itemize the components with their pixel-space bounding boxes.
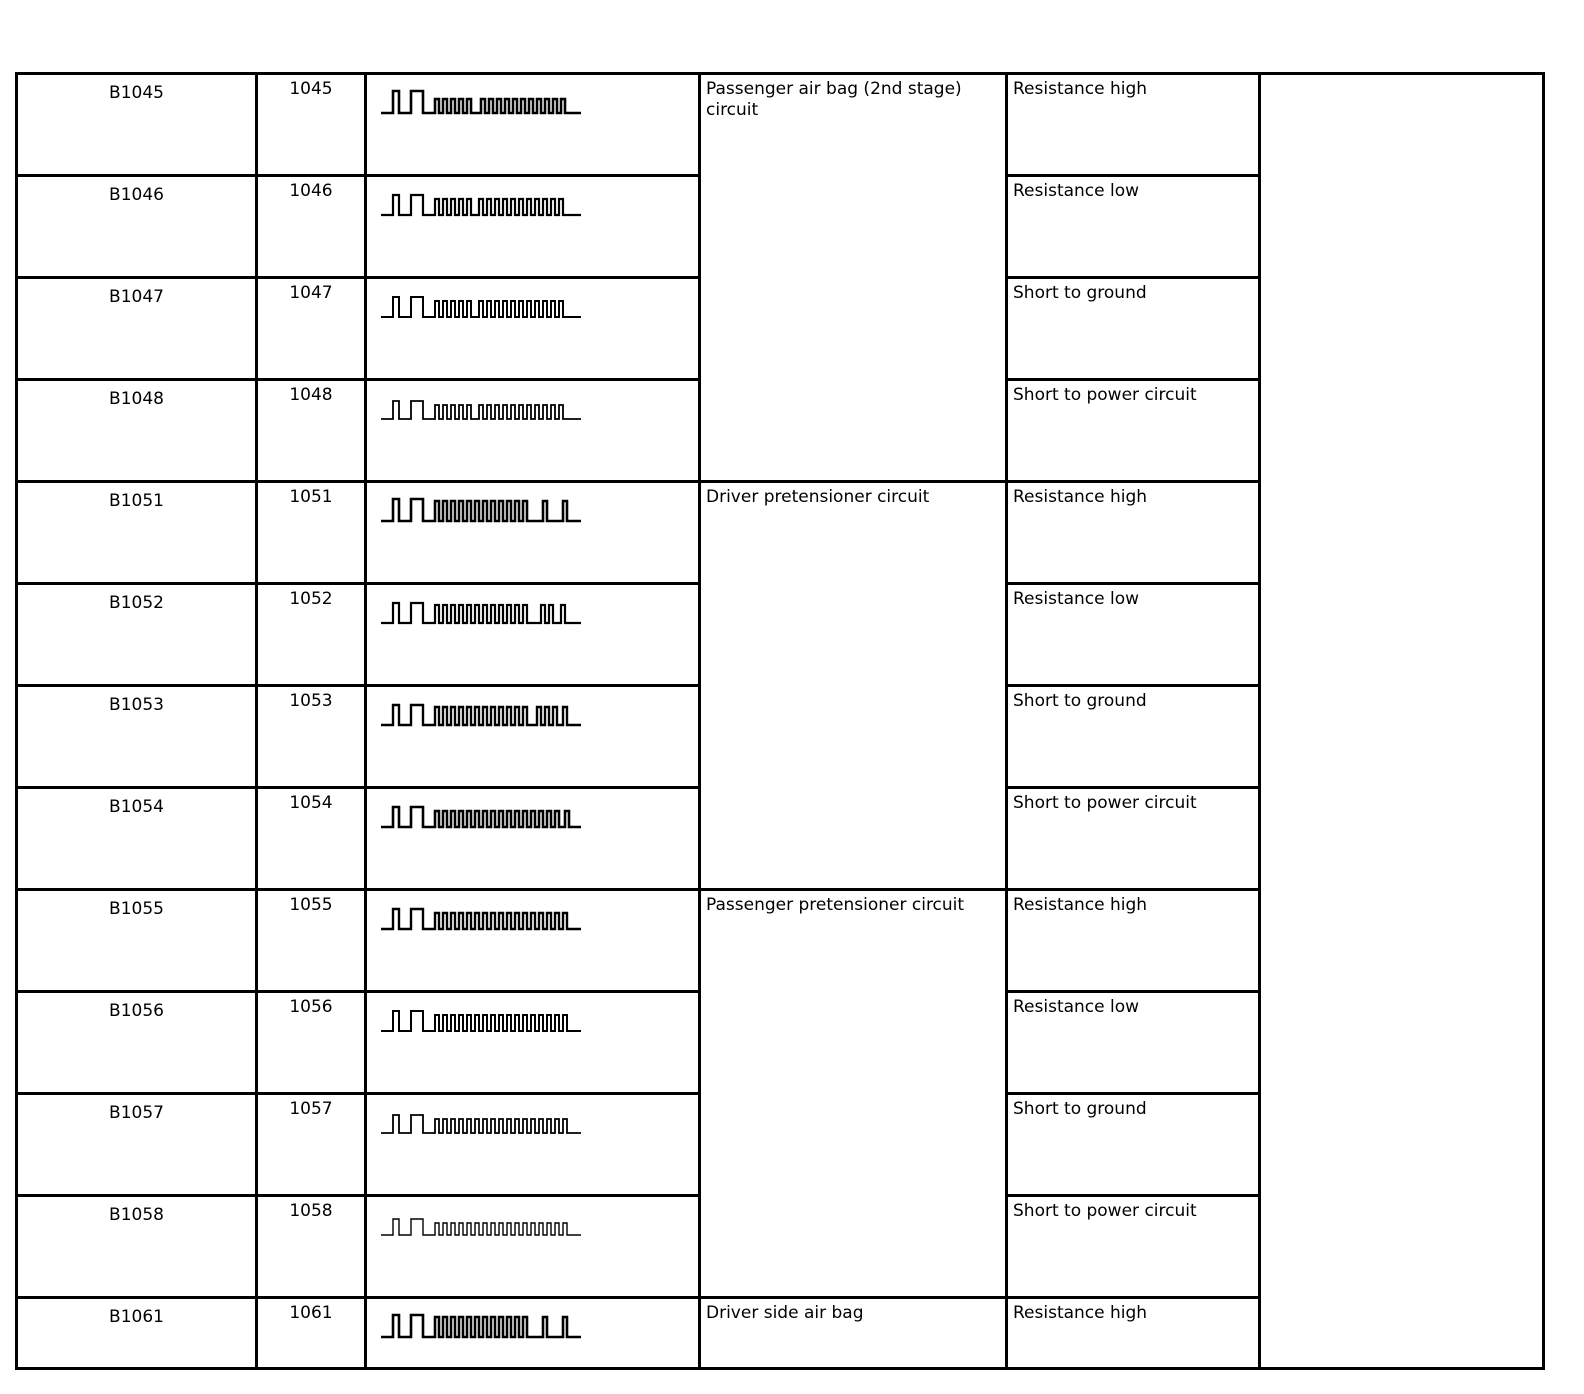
flash-code-1051-icon: [381, 497, 698, 523]
dtc-code-cell: B1056: [17, 992, 257, 1094]
circuit-description-cell: Driver side air bag: [700, 1298, 1007, 1369]
dtc-code-cell: B1058: [17, 1196, 257, 1298]
condition-cell: Short to ground: [1007, 278, 1260, 380]
flash-code-cell: 1054: [257, 788, 366, 890]
condition-cell: Short to power circuit: [1007, 788, 1260, 890]
flash-code-1061-icon: [381, 1313, 698, 1339]
flash-pattern-cell: [366, 584, 700, 686]
circuit-description-cell: Passenger pretensioner circuit: [700, 890, 1007, 1298]
flash-code-1047-icon: [381, 293, 698, 319]
flash-pattern-cell: [366, 1196, 700, 1298]
flash-code-cell: 1056: [257, 992, 366, 1094]
dtc-code-cell: B1054: [17, 788, 257, 890]
dtc-code-cell: B1048: [17, 380, 257, 482]
flash-code-cell: 1052: [257, 584, 366, 686]
condition-cell: Resistance low: [1007, 176, 1260, 278]
flash-code-1054-icon: [381, 803, 698, 829]
flash-code-1055-icon: [381, 905, 698, 931]
flash-code-1056-icon: [381, 1007, 698, 1033]
dtc-table: [15, 72, 1545, 1370]
dtc-code-cell: B1051: [17, 482, 257, 584]
flash-code-cell: 1048: [257, 380, 366, 482]
flash-code-cell: 1058: [257, 1196, 366, 1298]
condition-cell: Resistance high: [1007, 482, 1260, 584]
condition-cell: Resistance high: [1007, 74, 1260, 176]
flash-pattern-cell: [366, 482, 700, 584]
flash-code-cell: 1061: [257, 1298, 366, 1369]
dtc-code-cell: B1045: [17, 74, 257, 176]
circuit-description-cell: Driver pretensioner circuit: [700, 482, 1007, 890]
dtc-code-cell: B1055: [17, 890, 257, 992]
dtc-code-cell: B1061: [17, 1298, 257, 1369]
flash-pattern-cell: [366, 380, 700, 482]
condition-cell: Resistance high: [1007, 1298, 1260, 1369]
flash-pattern-cell: [366, 992, 700, 1094]
flash-code-1048-icon: [381, 395, 698, 421]
flash-code-1046-icon: [381, 191, 698, 217]
condition-cell: Short to ground: [1007, 1094, 1260, 1196]
flash-code-1052-icon: [381, 599, 698, 625]
flash-code-1053-icon: [381, 701, 698, 727]
flash-code-cell: 1046: [257, 176, 366, 278]
flash-pattern-cell: [366, 74, 700, 176]
condition-cell: Resistance low: [1007, 584, 1260, 686]
flash-pattern-cell: [366, 1094, 700, 1196]
condition-cell: Short to power circuit: [1007, 380, 1260, 482]
flash-pattern-cell: [366, 890, 700, 992]
dtc-code-cell: B1047: [17, 278, 257, 380]
flash-code-cell: 1047: [257, 278, 366, 380]
dtc-code-cell: B1053: [17, 686, 257, 788]
flash-code-1045-icon: [381, 89, 698, 115]
flash-pattern-cell: [366, 176, 700, 278]
empty-column-cell: [1260, 74, 1544, 1369]
flash-pattern-cell: [366, 278, 700, 380]
flash-pattern-cell: [366, 686, 700, 788]
condition-cell: Resistance low: [1007, 992, 1260, 1094]
circuit-description-cell: Passenger air bag (2nd stage) circuit: [700, 74, 1007, 482]
condition-cell: Short to ground: [1007, 686, 1260, 788]
flash-code-cell: 1045: [257, 74, 366, 176]
flash-pattern-cell: [366, 788, 700, 890]
dtc-code-cell: B1052: [17, 584, 257, 686]
flash-code-cell: 1053: [257, 686, 366, 788]
dtc-code-cell: B1046: [17, 176, 257, 278]
flash-code-cell: 1051: [257, 482, 366, 584]
flash-pattern-cell: [366, 1298, 700, 1369]
table-row: [17, 74, 1544, 176]
flash-code-cell: 1057: [257, 1094, 366, 1196]
condition-cell: Resistance high: [1007, 890, 1260, 992]
flash-code-cell: 1055: [257, 890, 366, 992]
flash-code-1058-icon: [381, 1211, 698, 1237]
condition-cell: Short to power circuit: [1007, 1196, 1260, 1298]
flash-code-1057-icon: [381, 1109, 698, 1135]
dtc-code-cell: B1057: [17, 1094, 257, 1196]
